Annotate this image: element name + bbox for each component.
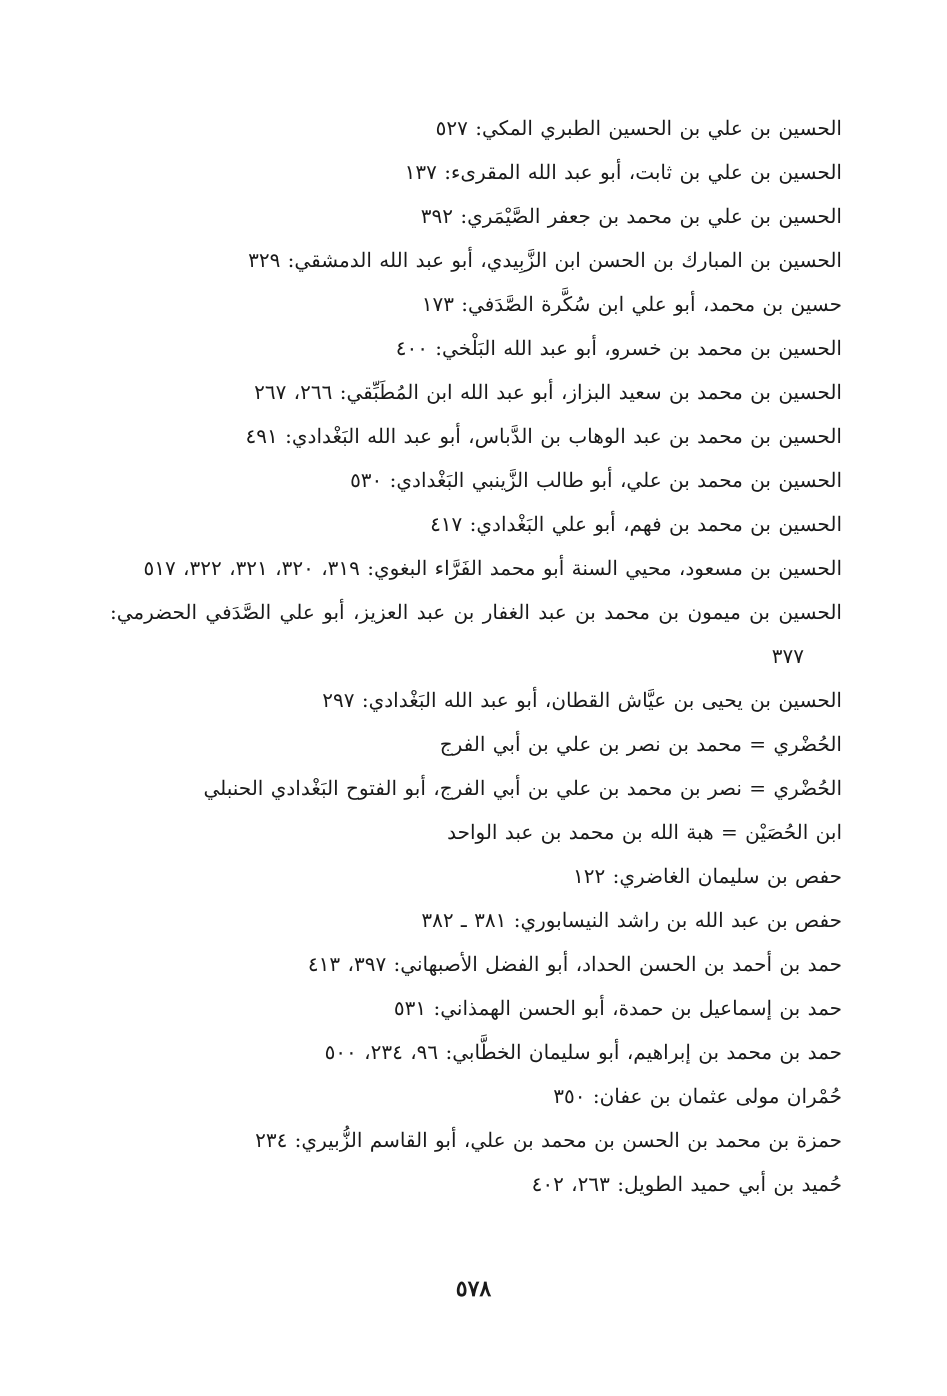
index-entry: الحسين بن علي بن ثابت، أبو عبد الله المقرىء: ١٣٧ bbox=[404, 160, 842, 184]
index-entry: الحسين بن محمد بن علي، أبو طالب الزَّينبي البَغْدادي: ٥٣٠ bbox=[350, 468, 842, 492]
index-entry: الحسين بن محمد بن فهم، أبو علي البَغْدادي: ٤١٧ bbox=[430, 512, 842, 536]
index-entry: حُمْران مولى عثمان بن عفان: ٣٥٠ bbox=[553, 1084, 842, 1108]
index-entry: حمد بن إسماعيل بن حمدة، أبو الحسن الهمذاني: ٥٣١ bbox=[393, 996, 842, 1020]
index-entry: حفص بن عبد الله بن راشد النيسابوري: ٣٨١ ـ ٣٨٢ bbox=[421, 908, 842, 932]
index-entry: ابن الحُصَيْن = هبة الله بن محمد بن عبد الواحد bbox=[447, 820, 842, 844]
index-entry: حُميد بن أبي حميد الطويل: ٢٦٣، ٤٠٢ bbox=[531, 1172, 842, 1196]
index-entry: الحسين بن محمد بن عبد الوهاب بن الدَّباس، أبو عبد الله البَغْدادي: ٤٩١ bbox=[245, 424, 842, 448]
index-entry: الحسين بن محمد بن خسرو، أبو عبد الله البَلْخي: ٤٠٠ bbox=[395, 336, 842, 360]
index-entry: الحسين بن علي بن الحسين الطبري المكي: ٥٢٧ bbox=[435, 116, 842, 140]
index-entry: حمد بن أحمد بن الحسن الحداد، أبو الفضل الأصبهاني: ٣٩٧، ٤١٣ bbox=[307, 952, 842, 976]
index-entry: الحسين بن ميمون بن محمد بن عبد الغفار بن عبد العزيز، أبو علي الصَّدَفي الحضرمي: ٣٧٧ bbox=[110, 600, 842, 668]
page-number: ٥٧٨ bbox=[455, 1276, 492, 1302]
index-entry: الحُضْري = نصر بن محمد بن علي بن أبي الفرج، أبو الفتوح البَغْدادي الحنبلي bbox=[203, 776, 842, 800]
index-entry: الحسين بن علي بن محمد بن جعفر الصَّيْمَري: ٣٩٢ bbox=[420, 204, 842, 228]
index-entry: الحسين بن محمد بن سعيد البزاز، أبو عبد الله ابن المُطَبِّقي: ٢٦٦، ٢٦٧ bbox=[254, 380, 842, 404]
index-entry: حمزة بن محمد بن الحسن بن محمد بن علي، أبو القاسم الزُّبيري: ٢٣٤ bbox=[255, 1128, 842, 1152]
index-entry: الحسين بن المبارك بن الحسن ابن الزَّبِيدي، أبو عبد الله الدمشقي: ٣٢٩ bbox=[248, 248, 842, 272]
index-entries bbox=[110, 106, 842, 1206]
index-entry: الحسين بن يحيى بن عيَّاش القطان، أبو عبد الله البَغْدادي: ٢٩٧ bbox=[322, 688, 842, 712]
index-entry: حسين بن محمد، أبو علي ابن سُكَّرة الصَّدَفي: ١٧٣ bbox=[421, 292, 842, 316]
index-entry: حفص بن سليمان الغاضري: ١٢٢ bbox=[573, 864, 842, 888]
index-entry: الحسين بن مسعود، محيي السنة أبو محمد الفَرَّاء البغوي: ٣١٩، ٣٢٠، ٣٢١، ٣٢٢، ٥١٧ bbox=[143, 556, 842, 580]
index-entry: حمد بن محمد بن إبراهيم، أبو سليمان الخطَّابي: ٩٦، ٢٣٤، ٥٠٠ bbox=[324, 1040, 842, 1064]
index-entry: الحُضْري = محمد بن نصر بن علي بن أبي الفرج bbox=[439, 732, 842, 756]
